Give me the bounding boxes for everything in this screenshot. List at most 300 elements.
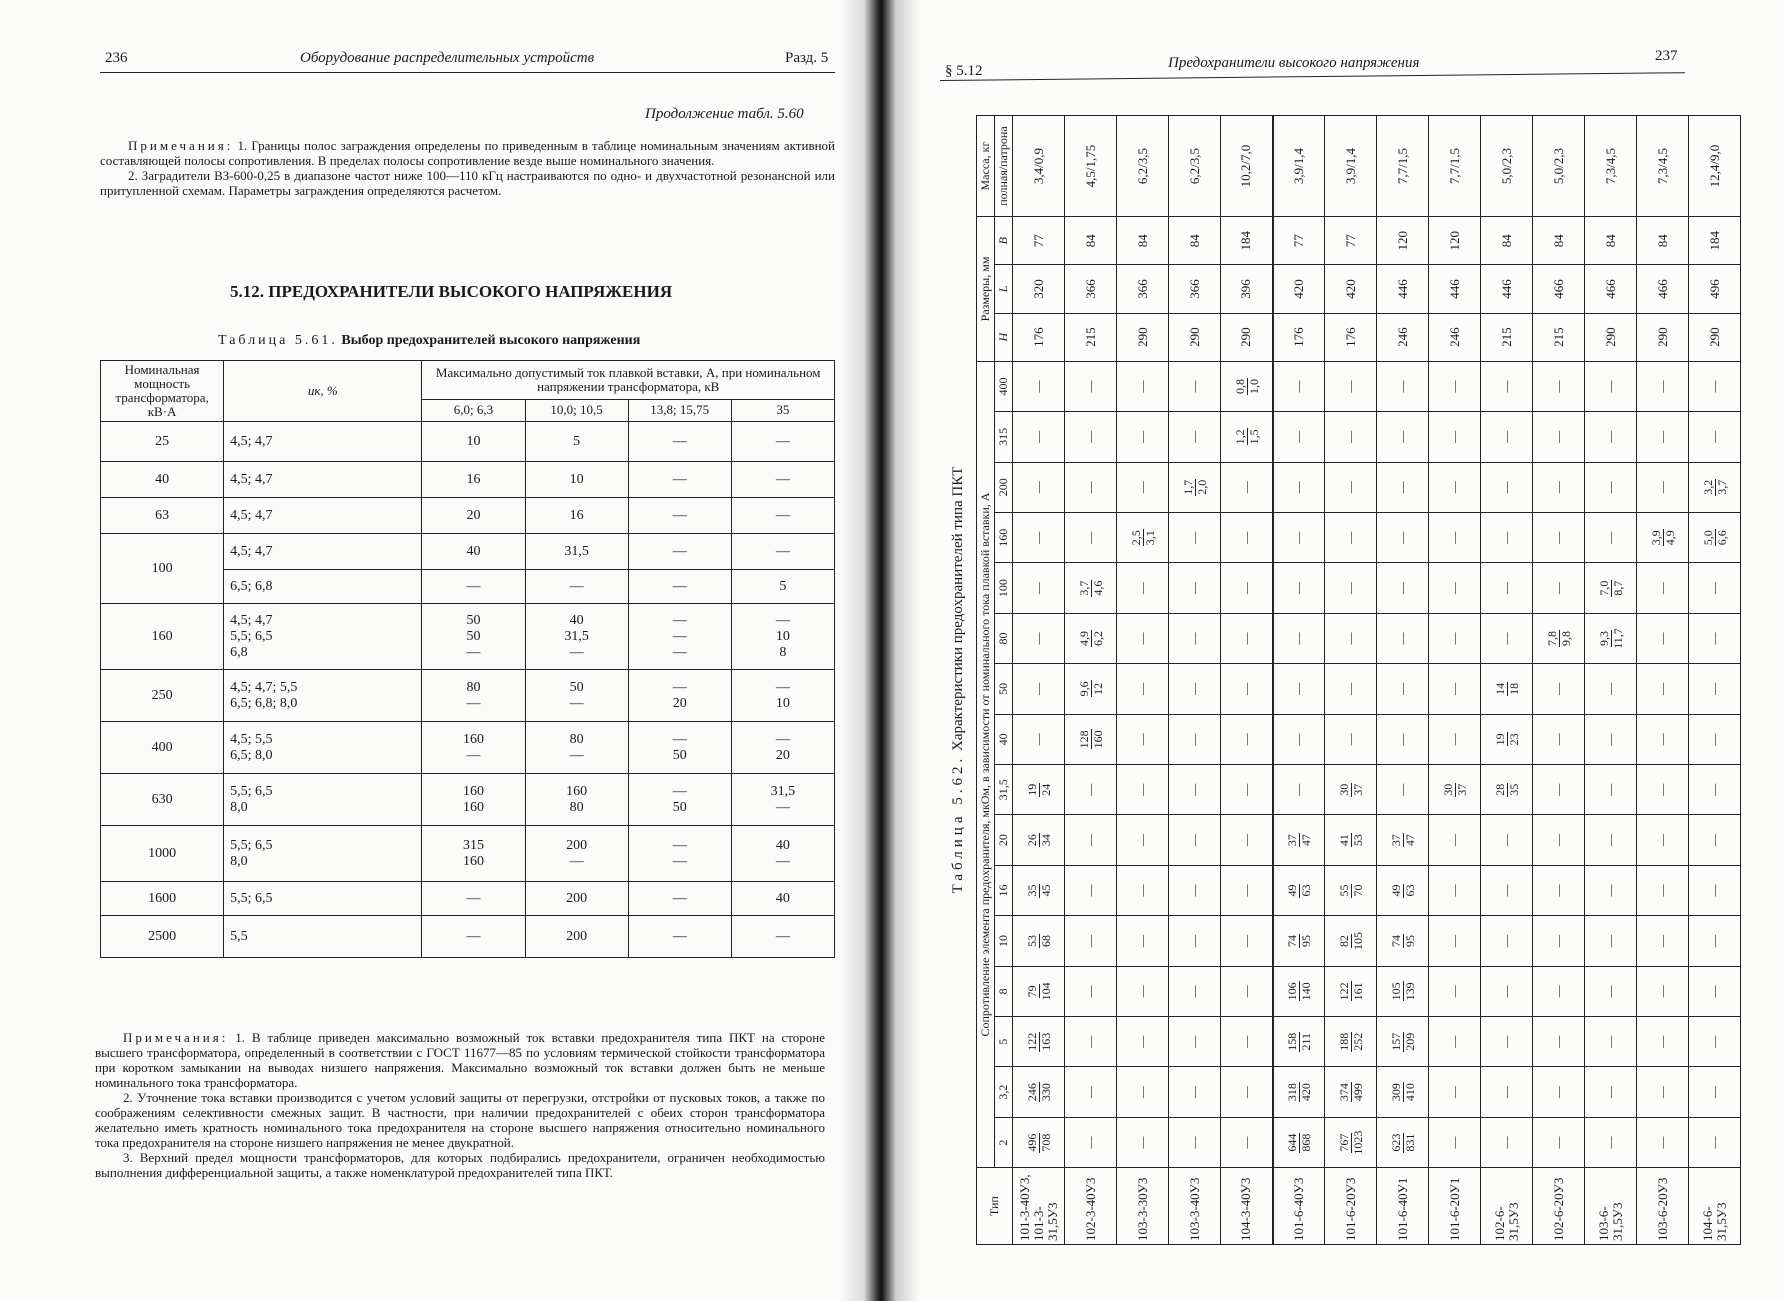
cell-resistance: — [1637, 815, 1689, 865]
cell-value: — [422, 882, 525, 916]
table-562-label: Таблица 5.62. [950, 754, 966, 894]
cell-dim: 77 [1273, 217, 1325, 265]
cell-resistance: — [1481, 1067, 1533, 1117]
cell-resistance: — [1585, 714, 1637, 764]
cell-resistance: — [1429, 664, 1481, 714]
fraction-numerator: 7,0 [1597, 580, 1611, 596]
cell-dim: 84 [1481, 217, 1533, 265]
cell-resistance: — [1325, 664, 1377, 714]
resistance-fraction [1286, 981, 1313, 1001]
resistance-fraction [1026, 934, 1053, 948]
cell-value: 5 [525, 422, 628, 462]
cell-mass: 3,9/1,4 [1273, 116, 1325, 217]
cell-type: 101-6-40У3 [1273, 1168, 1325, 1245]
resistance-fraction [1598, 627, 1625, 650]
resistance-fraction [1026, 884, 1053, 898]
cell-resistance: — [1117, 1067, 1169, 1117]
table-562-title: Характеристики предохранителей типа ПКТ [950, 466, 966, 751]
cell-resistance: — [1585, 815, 1637, 865]
cell-value: 200 [525, 916, 628, 958]
cell-resistance: — [1637, 966, 1689, 1016]
cell-resistance [1325, 765, 1377, 815]
cell-resistance: — [1533, 865, 1585, 915]
cell-resistance: — [1533, 412, 1585, 462]
cell-dim: 84 [1065, 217, 1117, 265]
th-dim: L [995, 265, 1013, 313]
cell-uk: 5,5 [224, 916, 422, 958]
th-voltage-6: 6,0; 6,3 [422, 399, 525, 421]
resistance-fraction [1390, 981, 1417, 1001]
fraction-denominator: 63 [1299, 884, 1314, 897]
cell-mass: 12,4/9,0 [1689, 116, 1741, 217]
cell-resistance: — [1117, 765, 1169, 815]
cell-resistance: — [1689, 966, 1741, 1016]
cell-mass: 7,7/1,5 [1429, 116, 1481, 217]
th-current: 2 [995, 1117, 1013, 1167]
fraction-numerator: 35 [1025, 884, 1039, 897]
cell-resistance: — [1637, 412, 1689, 462]
fraction-numerator: 122 [1025, 1032, 1039, 1051]
cell-resistance [1013, 765, 1065, 815]
cell-dim: 176 [1273, 313, 1325, 361]
note-3: 3. Верхний предел мощности трансформаторов, для которых подбирались предохранители, ограничен необходимостью выполнения дифференциальной защиты, а также номенклатурой предохранителей типа ПКТ. [95, 1150, 825, 1180]
cell-resistance: — [1325, 563, 1377, 613]
cell-resistance: — [1169, 1067, 1221, 1117]
fraction-denominator: 11,7 [1611, 628, 1625, 649]
fraction-numerator: 0,8 [1232, 378, 1247, 394]
table-row [101, 462, 835, 498]
cell-resistance: — [1221, 664, 1273, 714]
resistance-fraction [1390, 1133, 1417, 1153]
cell-resistance: — [1533, 563, 1585, 613]
cell-resistance: — [1689, 916, 1741, 966]
fraction-numerator: 644 [1285, 1133, 1300, 1152]
cell-resistance: — [1637, 1117, 1689, 1167]
cell-value: 160 80 [525, 774, 628, 826]
fraction-numerator: 157 [1389, 1032, 1403, 1051]
cell-resistance: — [1377, 714, 1429, 764]
cell-value: 31,5 — [731, 774, 834, 826]
note-2: 2. Уточнение тока вставки производится с учетом условий защиты от перегрузки, отстройки от пусковых токов, а также по соображениям селективности смежных защит. В частности, при наличии предохранителей с обеих сторон трансформатора желательно иметь кратность номинального тока предохранителя на стороне высшего напряжения относительно номинального тока предохранителя на стороне низшего напряжения не менее двукратной. [95, 1090, 825, 1150]
cell-resistance: — [1429, 916, 1481, 966]
cell-dim: 446 [1429, 265, 1481, 313]
cell-resistance: — [1585, 916, 1637, 966]
fraction-numerator: 14 [1493, 682, 1507, 695]
resistance-fraction [1338, 981, 1365, 1001]
fraction-numerator: 3,7 [1077, 580, 1091, 596]
cell-type: 103-3-40У3 [1169, 1168, 1221, 1245]
cell-resistance: — [1689, 714, 1741, 764]
table-561 [100, 360, 835, 958]
cell-resistance: — [1429, 361, 1481, 411]
cell-resistance: — [1429, 865, 1481, 915]
cell-uk: 4,5; 4,7; 5,5 6,5; 6,8; 8,0 [224, 670, 422, 722]
th-dimensions: Размеры, мм [977, 217, 995, 362]
cell-resistance: — [1117, 462, 1169, 512]
cell-resistance [1065, 563, 1117, 613]
fraction-numerator: 49 [1389, 884, 1403, 897]
cell-resistance: — [1481, 1117, 1533, 1167]
resistance-fraction [1026, 981, 1053, 1001]
th-mass-sub: полная/патрона [995, 116, 1013, 217]
fraction-numerator: 246 [1025, 1083, 1039, 1102]
cell-uk: 5,5; 6,5 [224, 882, 422, 916]
fraction-denominator: 53 [1351, 834, 1365, 847]
cell-dim: 466 [1585, 265, 1637, 313]
cell-resistance: — [1273, 412, 1325, 462]
table-561-caption [218, 333, 640, 349]
fraction-numerator: 82 [1337, 934, 1351, 947]
cell-resistance: — [1273, 765, 1325, 815]
cell-value: 200 [525, 882, 628, 916]
cell-resistance: — [1429, 1067, 1481, 1117]
cell-uk: 4,5; 4,7 [224, 498, 422, 534]
cell-resistance [1065, 714, 1117, 764]
table-row [101, 774, 835, 826]
th-voltage-13: 13,8; 15,75 [628, 399, 731, 421]
cell-value: 50 50 — [422, 604, 525, 670]
cell-type: 102-6-20У3 [1533, 1168, 1585, 1245]
fraction-numerator: 28 [1493, 783, 1507, 796]
cell-resistance: — [1429, 1117, 1481, 1167]
fraction-numerator: 7,8 [1545, 631, 1559, 647]
cell-resistance: — [1481, 462, 1533, 512]
resistance-fraction [1078, 729, 1105, 749]
cell-resistance: — [1117, 815, 1169, 865]
resistance-fraction [1078, 580, 1105, 597]
cell-resistance [1013, 1117, 1065, 1167]
cell-resistance: — [1429, 462, 1481, 512]
cell-resistance: — [1533, 1117, 1585, 1167]
cell-dim: 320 [1013, 265, 1065, 313]
cell-resistance: — [1325, 613, 1377, 663]
fraction-denominator: 1023 [1351, 1130, 1365, 1155]
cell-resistance: — [1273, 563, 1325, 613]
fraction-denominator: 104 [1039, 982, 1053, 1001]
cell-resistance: — [1585, 865, 1637, 915]
cell-value: 16 [525, 498, 628, 534]
cell-resistance: — [1221, 462, 1273, 512]
table-row [1637, 116, 1689, 1245]
cell-resistance: — [1065, 815, 1117, 865]
resistance-fraction [1338, 783, 1365, 797]
cell-resistance: — [1013, 714, 1065, 764]
resistance-fraction [1338, 931, 1365, 951]
cell-value: — [731, 916, 834, 958]
cell-resistance [1429, 765, 1481, 815]
cell-resistance: — [1273, 513, 1325, 563]
cell-value: 10 [525, 462, 628, 498]
fraction-numerator: 30 [1337, 783, 1351, 796]
cell-resistance: — [1377, 513, 1429, 563]
cell-resistance: — [1221, 613, 1273, 663]
cell-dim: 366 [1117, 265, 1169, 313]
cell-power: 100 [101, 534, 224, 604]
cell-resistance: — [1013, 513, 1065, 563]
fraction-denominator: 37 [1455, 783, 1469, 796]
cell-resistance [1273, 815, 1325, 865]
cell-value: — 50 [628, 722, 731, 774]
cell-dim: 84 [1533, 217, 1585, 265]
th-current: 10 [995, 916, 1013, 966]
cell-dim: 84 [1117, 217, 1169, 265]
table-row [101, 916, 835, 958]
table-row [1013, 116, 1065, 1245]
cell-value: — [628, 570, 731, 604]
resistance-fraction [1182, 479, 1209, 496]
fraction-denominator: 3,7 [1715, 479, 1729, 495]
fraction-denominator: 4,9 [1663, 530, 1677, 546]
cell-resistance [1377, 916, 1429, 966]
cell-dim: 77 [1013, 217, 1065, 265]
resistance-fraction [1286, 833, 1313, 847]
cell-resistance [1117, 513, 1169, 563]
book-gutter [840, 0, 920, 1301]
cell-resistance: — [1481, 865, 1533, 915]
cell-resistance: — [1637, 361, 1689, 411]
th-resistance: Сопротивление элемента предохранителя, мкОм, в зависимости от номинального тока плавкой вставки, А [977, 361, 995, 1168]
cell-value: — 10 8 [731, 604, 834, 670]
th-voltage-35: 35 [731, 399, 834, 421]
cell-value: — [731, 498, 834, 534]
cell-resistance: — [1637, 613, 1689, 663]
cell-resistance [1273, 1067, 1325, 1117]
table-row [101, 882, 835, 916]
cell-power: 40 [101, 462, 224, 498]
cell-dim: 215 [1533, 313, 1585, 361]
fraction-numerator: 3,9 [1649, 530, 1663, 546]
cell-resistance [1273, 1117, 1325, 1167]
cell-resistance: — [1117, 412, 1169, 462]
fraction-denominator: 47 [1299, 834, 1314, 847]
fraction-denominator: 105 [1351, 931, 1365, 950]
cell-resistance: — [1689, 765, 1741, 815]
fraction-denominator: 140 [1299, 982, 1314, 1001]
cell-uk: 6,5; 6,8 [224, 570, 422, 604]
table-row [1429, 116, 1481, 1245]
cell-uk: 4,5; 4,7 [224, 462, 422, 498]
cell-type: 103-3-30У3 [1117, 1168, 1169, 1245]
table-row [1585, 116, 1637, 1245]
fraction-numerator: 37 [1285, 834, 1300, 847]
cell-resistance: — [1585, 412, 1637, 462]
fraction-numerator: 74 [1389, 934, 1403, 947]
resistance-fraction [1026, 783, 1053, 797]
cell-type: 103-6-20У3 [1637, 1168, 1689, 1245]
note-1: 1. В таблице приведен максимально возможный ток вставки предохранителя типа ПКТ на стороне высшего трансформатора, определенный в соответствии с ГОСТ 11677—85 по условиям термической стойкости трансформатора при коротком замыкании на выводах низшего напряжения. Максимально возможный ток вставки должен быть не меньше номинального тока трансформатора. [95, 1030, 825, 1090]
cell-resistance [1273, 1017, 1325, 1067]
cell-resistance: — [1065, 513, 1117, 563]
cell-resistance: — [1637, 765, 1689, 815]
cell-resistance: — [1273, 361, 1325, 411]
cell-dim: 176 [1325, 313, 1377, 361]
th-current: 50 [995, 664, 1013, 714]
cell-resistance: — [1637, 1017, 1689, 1067]
cell-resistance [1377, 1067, 1429, 1117]
cell-resistance: — [1429, 714, 1481, 764]
cell-resistance [1065, 613, 1117, 663]
cell-resistance: — [1533, 714, 1585, 764]
fraction-denominator: 1,5 [1246, 429, 1261, 445]
cell-resistance: — [1013, 613, 1065, 663]
resistance-fraction [1494, 783, 1521, 797]
cell-mass: 5,0/2,3 [1533, 116, 1585, 217]
cell-power: 250 [101, 670, 224, 722]
section-ref-left: Разд. 5 [785, 50, 829, 66]
th-current: 16 [995, 865, 1013, 915]
cell-resistance: — [1689, 563, 1741, 613]
cell-resistance: — [1637, 916, 1689, 966]
th-current: 400 [995, 361, 1013, 411]
table-row [1689, 116, 1741, 1245]
cell-resistance: — [1481, 412, 1533, 462]
cell-resistance [1377, 1017, 1429, 1067]
cell-resistance [1325, 1117, 1377, 1167]
cell-resistance [1221, 361, 1273, 411]
cell-dim: 290 [1689, 313, 1741, 361]
cell-dim: 366 [1065, 265, 1117, 313]
cell-value: — 10 [731, 670, 834, 722]
fraction-denominator: 70 [1351, 884, 1365, 897]
table-row [1221, 116, 1273, 1245]
cell-resistance: — [1585, 664, 1637, 714]
cell-dim: 84 [1637, 217, 1689, 265]
cell-value: — [628, 882, 731, 916]
th-current: 160 [995, 513, 1013, 563]
cell-resistance: — [1065, 966, 1117, 1016]
resistance-fraction [1234, 428, 1261, 445]
cell-resistance: — [1221, 513, 1273, 563]
cell-mass: 4,5/1,75 [1065, 116, 1117, 217]
fraction-denominator: 139 [1403, 982, 1417, 1001]
cell-resistance: — [1169, 563, 1221, 613]
cell-dim: 290 [1169, 313, 1221, 361]
fraction-numerator: 106 [1285, 982, 1300, 1001]
cell-dim: 215 [1065, 313, 1117, 361]
fraction-numerator: 9,6 [1077, 681, 1091, 697]
cell-resistance: — [1221, 815, 1273, 865]
cell-resistance: — [1481, 966, 1533, 1016]
cell-resistance: — [1689, 1017, 1741, 1067]
resistance-fraction [1390, 1082, 1417, 1102]
th-current: 40 [995, 714, 1013, 764]
fraction-numerator: 188 [1337, 1032, 1351, 1051]
resistance-fraction [1338, 884, 1365, 898]
cell-resistance: — [1533, 664, 1585, 714]
page-number-right: 237 [1655, 48, 1678, 64]
cell-resistance: — [1117, 966, 1169, 1016]
th-power: Номинальная мощность трансформатора, кВ·А [101, 361, 224, 422]
cell-power: 2500 [101, 916, 224, 958]
fraction-denominator: 35 [1507, 783, 1521, 796]
fraction-denominator: 6,2 [1091, 631, 1105, 647]
resistance-fraction [1338, 1130, 1365, 1156]
fraction-denominator: 209 [1403, 1032, 1417, 1051]
cell-resistance: — [1065, 1117, 1117, 1167]
cell-resistance: — [1377, 765, 1429, 815]
fraction-denominator: 161 [1351, 982, 1365, 1001]
cell-resistance [1585, 613, 1637, 663]
cell-resistance [1533, 613, 1585, 663]
cell-resistance: — [1013, 462, 1065, 512]
cell-uk: 5,5; 6,5 8,0 [224, 826, 422, 882]
cell-resistance: — [1533, 815, 1585, 865]
table-row [1273, 116, 1325, 1245]
cell-uk: 4,5; 4,7 [224, 422, 422, 462]
cell-resistance: — [1585, 1067, 1637, 1117]
fraction-numerator: 158 [1285, 1032, 1300, 1051]
table-row [101, 498, 835, 534]
cell-resistance: — [1221, 865, 1273, 915]
fraction-numerator: 105 [1389, 982, 1403, 1001]
fraction-numerator: 309 [1389, 1083, 1403, 1102]
cell-resistance [1637, 513, 1689, 563]
resistance-fraction [1078, 630, 1105, 647]
cell-power: 400 [101, 722, 224, 774]
cell-resistance: — [1325, 412, 1377, 462]
cell-value: — [731, 534, 834, 570]
page-number-left: 236 [105, 50, 128, 66]
cell-uk: 4,5; 5,5 6,5; 8,0 [224, 722, 422, 774]
fraction-denominator: 831 [1403, 1133, 1417, 1152]
cell-mass: 7,3/4,5 [1585, 116, 1637, 217]
running-title-left: Оборудование распределительных устройств [300, 50, 595, 66]
cell-dim: 120 [1429, 217, 1481, 265]
cell-value: 31,5 [525, 534, 628, 570]
cell-resistance: — [1533, 916, 1585, 966]
fraction-numerator: 3,2 [1701, 479, 1715, 495]
fraction-numerator: 19 [1493, 733, 1507, 746]
cell-resistance: — [1169, 815, 1221, 865]
cell-type: 102-3-40У3 [1065, 1168, 1117, 1245]
cell-dim: 466 [1637, 265, 1689, 313]
cell-resistance: — [1377, 412, 1429, 462]
cell-resistance [1325, 966, 1377, 1016]
cell-resistance: — [1169, 412, 1221, 462]
cell-resistance [1013, 1017, 1065, 1067]
fraction-numerator: 19 [1025, 783, 1039, 796]
fraction-denominator: 211 [1299, 1032, 1314, 1051]
resistance-fraction [1650, 529, 1677, 546]
cell-resistance [1377, 966, 1429, 1016]
cell-resistance: — [1377, 613, 1429, 663]
resistance-fraction [1286, 1032, 1313, 1052]
cell-resistance: — [1481, 1017, 1533, 1067]
fraction-denominator: 252 [1351, 1032, 1365, 1051]
resistance-fraction [1494, 682, 1521, 696]
resistance-fraction [1286, 934, 1313, 948]
cell-value: 315 160 [422, 826, 525, 882]
fraction-numerator: 623 [1389, 1133, 1403, 1152]
cell-resistance: — [1429, 563, 1481, 613]
cell-resistance: — [1429, 815, 1481, 865]
cell-resistance [1325, 865, 1377, 915]
fraction-numerator: 49 [1285, 884, 1300, 897]
cell-value: 40 [731, 882, 834, 916]
fraction-denominator: 63 [1403, 884, 1417, 897]
cell-resistance: — [1169, 513, 1221, 563]
fraction-denominator: 420 [1299, 1083, 1314, 1102]
cell-resistance: — [1481, 815, 1533, 865]
resistance-fraction [1026, 833, 1053, 847]
cell-resistance: — [1429, 966, 1481, 1016]
cell-resistance [1377, 865, 1429, 915]
cell-resistance: — [1377, 361, 1429, 411]
cell-dim: 246 [1429, 313, 1481, 361]
cell-value: 160 — [422, 722, 525, 774]
cell-resistance: — [1325, 513, 1377, 563]
cell-value: — [525, 570, 628, 604]
